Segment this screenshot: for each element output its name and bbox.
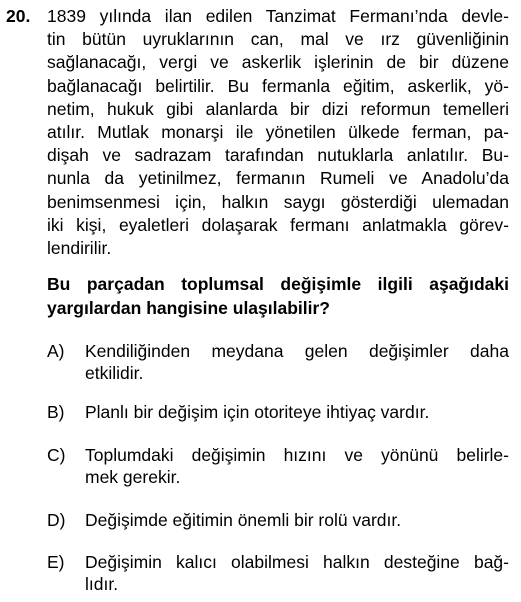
passage-line: tin bütün uyruklarının can, mal ve ırz güvenliğinin xyxy=(47,29,509,50)
passage-line: atılır. Mutlak monarşi ile yönetilen ülkede ferman, pa- xyxy=(47,122,509,143)
option-line: etkilidir. xyxy=(85,363,144,383)
option-line: Değişimde eğitimin önemli bir rolü vardır. xyxy=(85,510,402,530)
passage-line: bağlanacağı belirtilir. Bu fermanla eğitim, askerlik, yö- xyxy=(47,75,509,96)
option-letter: A) xyxy=(47,341,65,361)
option-text xyxy=(85,340,509,384)
option-text xyxy=(85,444,509,488)
option-text xyxy=(85,551,509,595)
passage-line: iki kişi, eyaletleri dolaşarak fermanı anlatmakla görev- xyxy=(47,214,509,235)
passage-line: 1839 yılında ilan edilen Tanzimat Fermanı’nda devle- xyxy=(47,6,509,26)
option-letter: B) xyxy=(47,402,65,422)
option-line: Değişimin kalıcı olabilmesi halkın desteğine bağ- xyxy=(85,552,509,572)
question-passage xyxy=(47,5,509,260)
passage-line: nunla da yetinilmez, fermanın Rumeli ve Anadolu’da xyxy=(47,168,509,189)
stem-line: Bu parçadan toplumsal değişimle ilgili aşağıdaki xyxy=(47,274,509,294)
passage-line: dişah ve sadrazam tarafından nutuklarla anlatılır. Bu- xyxy=(47,145,509,166)
option-line: Planlı bir değişim için otoriteye ihtiyaç vardır. xyxy=(85,402,430,422)
question-stem xyxy=(47,273,509,320)
passage-line: sağlanacağı, vergi ve askerlik işlerinin de bir düzene xyxy=(47,52,509,73)
option-text xyxy=(85,509,509,531)
passage-line: netim, hukuk gibi alanlarda bir dizi reformun temelleri xyxy=(47,98,509,119)
option-line: lıdır. xyxy=(85,574,119,594)
passage-line: lendirilir. xyxy=(47,238,112,259)
option-line: Kendiliğinden meydana gelen değişimler daha xyxy=(85,341,509,361)
option-letter: E) xyxy=(47,552,65,572)
option-letter: D) xyxy=(47,510,66,530)
question-number: 20. xyxy=(6,6,31,26)
passage-line: benimsenmesi için, halkın saygı gösterdiği ulemadan xyxy=(47,191,509,212)
option-line: mek gerekir. xyxy=(85,467,181,487)
option-text xyxy=(85,401,509,423)
option-letter: C) xyxy=(47,445,66,465)
stem-line: yargılardan hangisine ulaşılabilir? xyxy=(47,297,330,318)
option-line: Toplumdaki değişimin hızını ve yönünü belirle- xyxy=(85,445,509,465)
